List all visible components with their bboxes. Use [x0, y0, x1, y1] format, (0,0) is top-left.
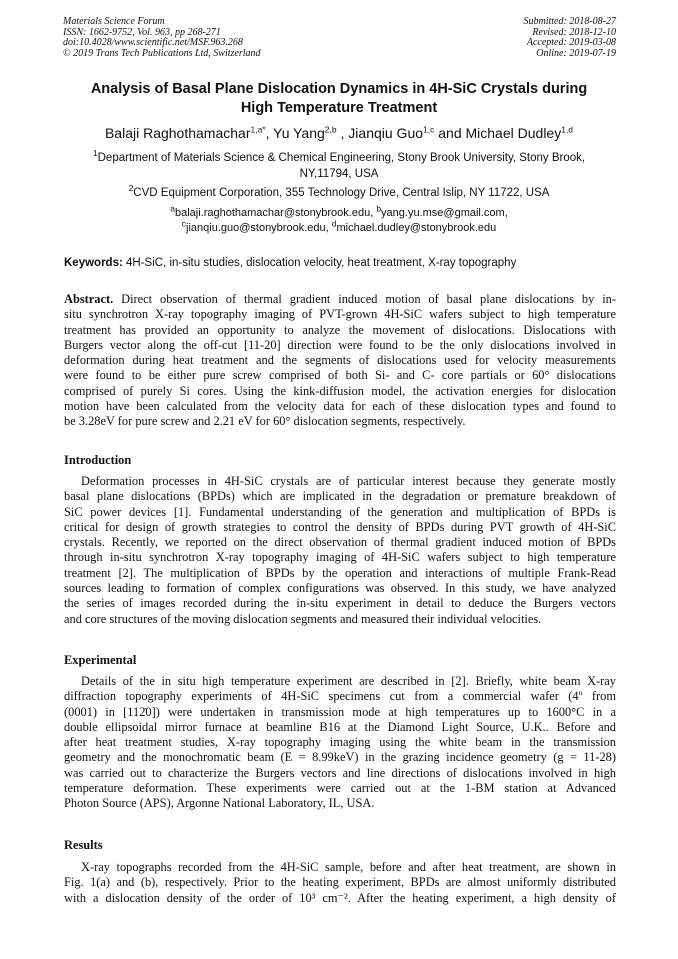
section-heading-introduction: Introduction	[64, 453, 132, 467]
text-line: temperature deformation. These experiments were carried out at the 1-BM station at Advanced	[64, 781, 616, 796]
text-line: geometry and the monochromatic beam (E = 8.99keV) in the grazing incidence geometry (g = 11-28)	[64, 750, 616, 765]
text-line: the series of images recorded during the in-situ experiment in detail to deduce the Burgers vectors	[64, 596, 616, 611]
abstract	[64, 292, 616, 430]
author-sup: 1,a*	[250, 124, 266, 135]
text-line: double ellipsoidal mirror furnace at beamline B16 at the Diamond Light Source, U.K.. Before and	[64, 719, 616, 734]
paper-title	[50, 80, 628, 117]
author-separator: ,	[336, 125, 349, 141]
abstract-line: be 3.28eV for pure screw and 2.21 eV for 60° dislocation segments, respectively.	[64, 414, 466, 429]
text-line: basal plane dislocations (BPDs) which are implicated in the degradation or premature breakdown of	[64, 489, 616, 504]
author-sup: 2,b	[324, 124, 337, 135]
email-sup: b	[376, 203, 382, 214]
journal-copyright: © 2019 Trans Tech Publications Ltd, Switzerland	[63, 47, 261, 59]
email-list	[63, 203, 615, 236]
affiliation-text: Department of Materials Science & Chemical Engineering, Stony Brook University, Stony Brook,	[97, 152, 586, 164]
text-line: treatment [2]. The multiplication of BPDs by the operation and interactions of multiple Frank-Read	[64, 565, 616, 580]
affiliation-2	[63, 185, 615, 201]
email-sup: a	[170, 203, 175, 214]
text-line: Details of the in situ high temperature experiment are described in [2]. Briefly, white beam X-ray	[81, 674, 616, 688]
date-online: Online: 2019-07-19	[536, 47, 616, 59]
results-text	[64, 860, 616, 906]
date-submitted: Submitted: 2018-08-27	[523, 16, 616, 27]
author-sup: 1,c	[423, 124, 435, 135]
abstract-line: motion have been calculated from the velocity data for each of these dislocation types and found to	[64, 399, 616, 414]
email-link[interactable]: jianqiu.guo@stonybrook.edu,	[186, 222, 332, 234]
title-line-1: Analysis of Basal Plane Dislocation Dynamics in 4H-SiC Crystals during	[90, 81, 588, 97]
author-name: Michael Dudley	[465, 125, 562, 141]
section-heading-results: Results	[64, 838, 103, 852]
text-line: SiC power devices [1]. Fundamental understanding of the generation and multiplication of BPDs is	[64, 504, 616, 519]
abstract-line: deformation during heat treatment and the segments of dislocations used for velocity measurements	[64, 353, 616, 368]
journal-info	[63, 17, 261, 59]
keywords-label: Keywords:	[64, 257, 123, 269]
text-line: critical for design of growth strategies to control the density of BPDs during PVT growth of 4H-SiC	[64, 519, 616, 534]
affiliation-1	[63, 150, 615, 182]
abstract-line: were found to be either pure screw comprised of both Si- and C- core partials or 60° dislocations	[64, 368, 616, 383]
email-link[interactable]: yang.yu.mse@gmail.com,	[381, 207, 508, 219]
affiliation-text: NY,11794, USA	[299, 168, 379, 180]
author-separator: and	[434, 125, 466, 141]
text-line: diffraction topography experiments of 4H-SiC specimens cut from a commercial wafer (4º from	[64, 689, 616, 704]
text-line: through in-situ synchrotron X-ray topography imaging of 4H-SiC wafers subject to high temperature	[64, 550, 616, 565]
email-sup: c	[181, 218, 187, 229]
text-line: with a dislocation density of the order of 10³ cm⁻². After the heating experiment, a high density of	[64, 890, 616, 905]
affiliation-sup: 1	[92, 148, 98, 159]
abstract-line: treatment has provided an opportunity to analyze the movement of dislocations. Dislocations with	[64, 322, 616, 337]
affiliation-text: CVD Equipment Corporation, 355 Technology Drive, Central Islip, NY 11722, USA	[133, 187, 550, 199]
email-link[interactable]: balaji.raghothamachar@stonybrook.edu,	[174, 207, 377, 219]
keywords-text: 4H-SiC, in-situ studies, dislocation velocity, heat treatment, X-ray topography	[122, 257, 517, 269]
email-sup: d	[331, 218, 337, 229]
date-revised: Revised: 2018-12-10	[532, 26, 616, 38]
text-line: (0001) in [112̄0]) were undertaken in transmission mode at high temperatures up to 1600°C in a	[64, 704, 616, 719]
text-line: X-ray topographs recorded from the 4H-SiC sample, before and after heat treatment, are shown in	[81, 860, 616, 874]
text-line: Deformation processes in 4H-SiC crystals are of particular interest because they generate mostly	[81, 474, 616, 488]
author-name: Balaji Raghothamachar	[104, 125, 251, 141]
text-line: sources leading to formation of complex configurations was observed. In this study, we have analyzed	[64, 581, 616, 596]
text-line: Photon Source (APS), Argonne National Laboratory, IL, USA.	[64, 796, 375, 811]
email-link[interactable]: michael.dudley@stonybrook.edu	[336, 222, 497, 234]
author-list	[40, 124, 638, 142]
title-line-2: High Temperature Treatment	[240, 99, 438, 116]
text-line: Fig. 1(a) and (b), respectively. Prior to the heating experiment, BPDs are almost uniformly distributed	[64, 875, 616, 890]
abstract-label: Abstract.	[64, 292, 114, 306]
journal-issn: ISSN: 1662-9752, Vol. 963, pp 268-271	[63, 26, 221, 38]
keywords	[64, 256, 616, 271]
text-line: and core structures of the moving dislocation segments and measured their individual velocities.	[64, 611, 542, 626]
abstract-line: comprised of purely Si cores. Using the kink-diffusion model, the activation energies for dislocation	[64, 383, 616, 398]
experimental-text	[64, 674, 616, 812]
text-line: was carried out to characterize the Burgers vectors and line directions of dislocations involved in high	[64, 765, 616, 780]
journal-name: Materials Science Forum	[63, 16, 165, 27]
abstract-line: situ synchrotron X-ray topography imaging of PVT-grown 4H-SiC wafers subject to high temperature	[64, 307, 616, 322]
journal-doi[interactable]: doi:10.4028/www.scientific.net/MSF.963.268	[63, 37, 243, 48]
text-line: crystals. Recently, we reported on the direct observation of thermal gradient induced motion of BPDs	[64, 535, 616, 550]
author-name: Yu Yang	[273, 125, 325, 141]
date-accepted: Accepted: 2019-03-08	[526, 37, 616, 48]
publication-dates	[524, 17, 617, 59]
author-name: Jianqiu Guo	[348, 125, 424, 141]
section-heading-experimental: Experimental	[64, 653, 137, 667]
abstract-line: Abstract. Direct observation of thermal gradient induced motion of basal plane dislocations by in-	[64, 292, 616, 306]
text-line: after heat treatment studies, X-ray topography imaging using the white beam in the transmission	[64, 735, 616, 750]
author-sup: 1,d	[561, 124, 574, 135]
introduction-text	[64, 474, 616, 627]
author-separator: ,	[265, 125, 274, 141]
affiliation-sup: 2	[128, 183, 134, 194]
abstract-line: Burgers vector along the off-cut [11-20] direction were found to be the only dislocations involved in	[64, 337, 616, 352]
